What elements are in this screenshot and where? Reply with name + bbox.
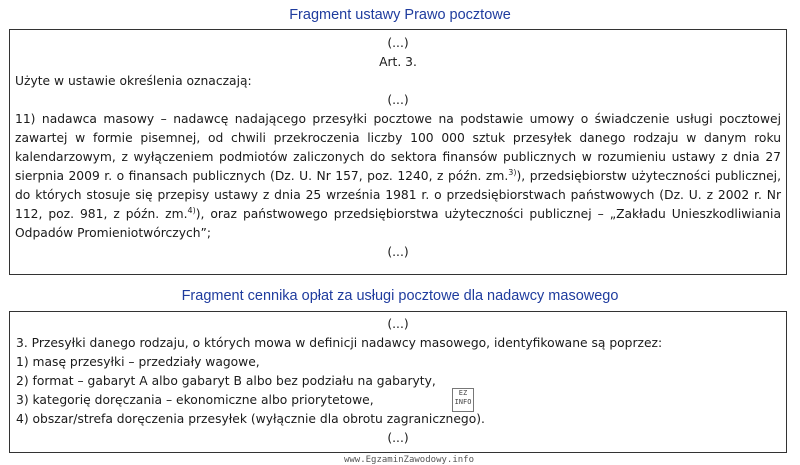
pricelist-intro: 3. Przesyłki danego rodzaju, o których mowa w definicji nadawcy masowego, identyfikowane są poprzez: bbox=[16, 336, 663, 350]
ez-info-logo: EZ INFO bbox=[452, 388, 474, 412]
list-item: 1) masę przesyłki – przedziały wagowe, bbox=[16, 355, 260, 369]
ellipsis: (...) bbox=[387, 93, 409, 107]
list-item: 4) obszar/strefa doręczenia przesyłek (wyłącznie dla obrotu zagranicznego). bbox=[16, 412, 485, 426]
ellipsis: (...) bbox=[387, 317, 409, 331]
list-item: 2) format – gabaryt A albo gabaryt B albo bez podziału na gabaryty, bbox=[16, 374, 436, 388]
ellipsis: (...) bbox=[387, 245, 409, 259]
definition-text: ), oraz państwowego przedsiębiorstwa użyteczności publicznej – „Zakładu Unieszkodliwiania Odpadów Promieniotwórczych”; bbox=[15, 207, 781, 240]
footnote-ref: 4) bbox=[187, 206, 196, 215]
definition-text: ), przedsiębiorstw użyteczności publicznej, do których stosuje się przepisy ustawy z dnia 25 września 1981 r. o przedsiębiorstwach państwowych (Dz. U. z 2002 r. Nr 112, poz. 981, z późn. zm. bbox=[15, 169, 781, 221]
article-heading: Art. 3. bbox=[379, 55, 417, 69]
definitions-intro: Użyte w ustawie określenia oznaczają: bbox=[15, 74, 252, 88]
section1-title: Fragment ustawy Prawo pocztowe bbox=[289, 7, 511, 23]
footnote-ref: 3) bbox=[508, 168, 517, 177]
pricelist-fragment-box bbox=[9, 311, 787, 453]
definition-paragraph bbox=[15, 110, 781, 243]
ellipsis: (...) bbox=[387, 431, 409, 445]
definition-text: 11) nadawca masowy – nadawcę nadającego przesyłki pocztowe na podstawie umowy o świadczenie usługi pocztowej zawartej w formie pisemnej, od chwili przekroczenia liczby 100 000 sztuk przesyłek danego rodzaju w danym roku kalendarzowym, z wyłączeniem podmiotów zaliczonych do sektora finansów publicznych w rozumieniu ustawy z dnia 27 sierpnia 2009 r. o finansach publicznych (Dz. U. Nr 157, poz. 1240, z późn. zm. bbox=[15, 112, 781, 183]
law-fragment-box bbox=[9, 29, 787, 275]
ellipsis: (...) bbox=[387, 36, 409, 50]
watermark: www.EgzaminZawodowy.info bbox=[343, 455, 474, 465]
list-item: 3) kategorię doręczania – ekonomiczne albo priorytetowe, bbox=[16, 393, 374, 407]
section2-title: Fragment cennika opłat za usługi pocztowe dla nadawcy masowego bbox=[181, 288, 619, 304]
